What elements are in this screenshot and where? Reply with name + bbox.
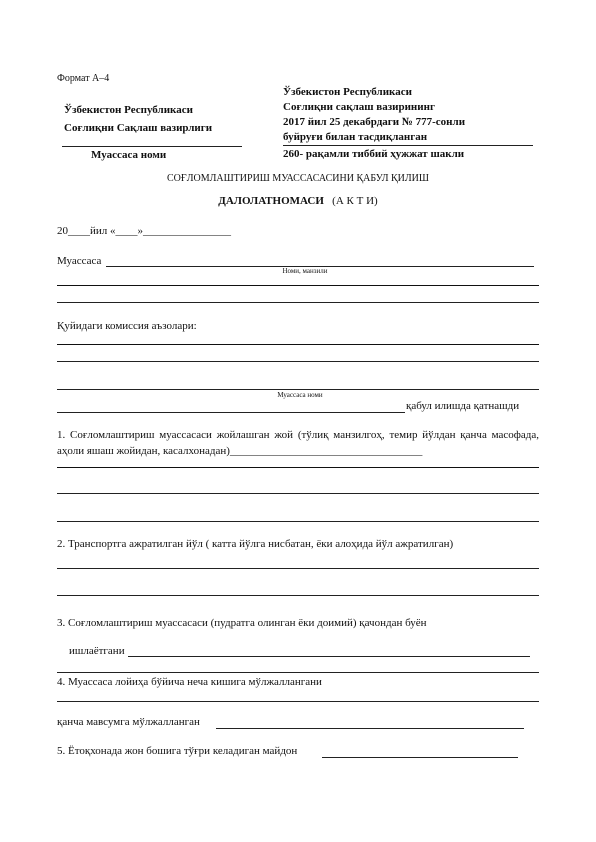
question-4: 4. Муассаса лойиҳа бўйича неча кишига мўлжаллангани — [57, 676, 322, 688]
q3-answer-line2[interactable] — [57, 672, 539, 673]
question-3-continued: ишлаётгани — [69, 645, 125, 657]
q2-answer-line1[interactable] — [57, 568, 539, 569]
right-header-divider — [283, 145, 533, 146]
right-header-line3: 2017 йил 25 декабрдаги № 777-сонли — [283, 116, 466, 128]
subtitle-extra: (А К Т И) — [332, 195, 378, 207]
institution-name-caption: Муассаса номи — [91, 149, 167, 161]
q4-answer-line[interactable] — [57, 701, 539, 702]
q2-answer-line2[interactable] — [57, 595, 539, 596]
left-header-line1: Ўзбекистон Республикаси — [64, 104, 193, 116]
commission-label: Қуйидаги комиссия аъзолари: — [57, 320, 197, 332]
question-2: 2. Транспортга ажратилган йўл ( катта йўлга нисбатан, ёки алоҳида йўл ажратилган) — [57, 538, 454, 550]
subtitle-bold: ДАЛОЛАТНОМАСИ — [218, 195, 324, 207]
format-label: Формат А–4 — [57, 73, 110, 84]
participated-text: қабул илишда қатнашди — [406, 400, 520, 412]
right-header-line2: Соғлиқни сақлаш вазирининг — [283, 101, 435, 113]
right-header-line5: 260- рақамли тиббий ҳужжат шакли — [283, 148, 465, 160]
left-header-line2: Соғлиқни Сақлаш вазирлиги — [64, 122, 213, 134]
question-5: 5. Ётоқхонада жон бошига тўғри келадиган майдон — [57, 745, 298, 757]
commission-field-line1[interactable] — [57, 344, 539, 345]
q3-answer-line1[interactable] — [128, 656, 530, 657]
institution-name-underline — [62, 146, 242, 147]
institution-name-caption-2: Муассаса номи — [277, 391, 323, 399]
q4-sub-answer-line[interactable] — [216, 728, 524, 729]
q1-answer-line1[interactable] — [57, 467, 539, 468]
institution-field-line3[interactable] — [57, 302, 539, 303]
document-title: СОҒЛОМЛАШТИРИШ МУАССАСАСИНИ ҚАБУЛ ҚИЛИШ — [167, 173, 429, 184]
name-address-caption: Номи, манзили — [282, 267, 328, 275]
q5-answer-line[interactable] — [322, 757, 518, 758]
q1-answer-line2[interactable] — [57, 493, 539, 494]
participated-field[interactable] — [57, 412, 405, 413]
document-subtitle — [0, 195, 596, 208]
question-3: 3. Соғломлаштириш муассасаси (пудратга олинган ёки доимий) қачондан буён — [57, 617, 427, 629]
commission-field-line2[interactable] — [57, 361, 539, 362]
right-header-line1: Ўзбекистон Республикаси — [283, 86, 412, 98]
question-1: 1. Соғломлаштириш муассасаси жойлашган жой (тўлиқ манзилгоҳ, темир йўлдан қанча масофада, аҳоли яшаш жойидан, касалхонадан)___________________________________ — [57, 429, 539, 457]
right-header-line4: буйруғи билан тасдиқланган — [283, 131, 428, 143]
question-4-sub: қанча мавсумга мўлжалланган — [57, 716, 200, 728]
q1-answer-line3[interactable] — [57, 521, 539, 522]
commission-field-line3[interactable] — [57, 389, 539, 390]
date-line[interactable]: 20____йил «____»________________ — [57, 225, 232, 237]
institution-field-line2[interactable] — [57, 285, 539, 286]
institution-label: Муассаса — [57, 255, 102, 267]
